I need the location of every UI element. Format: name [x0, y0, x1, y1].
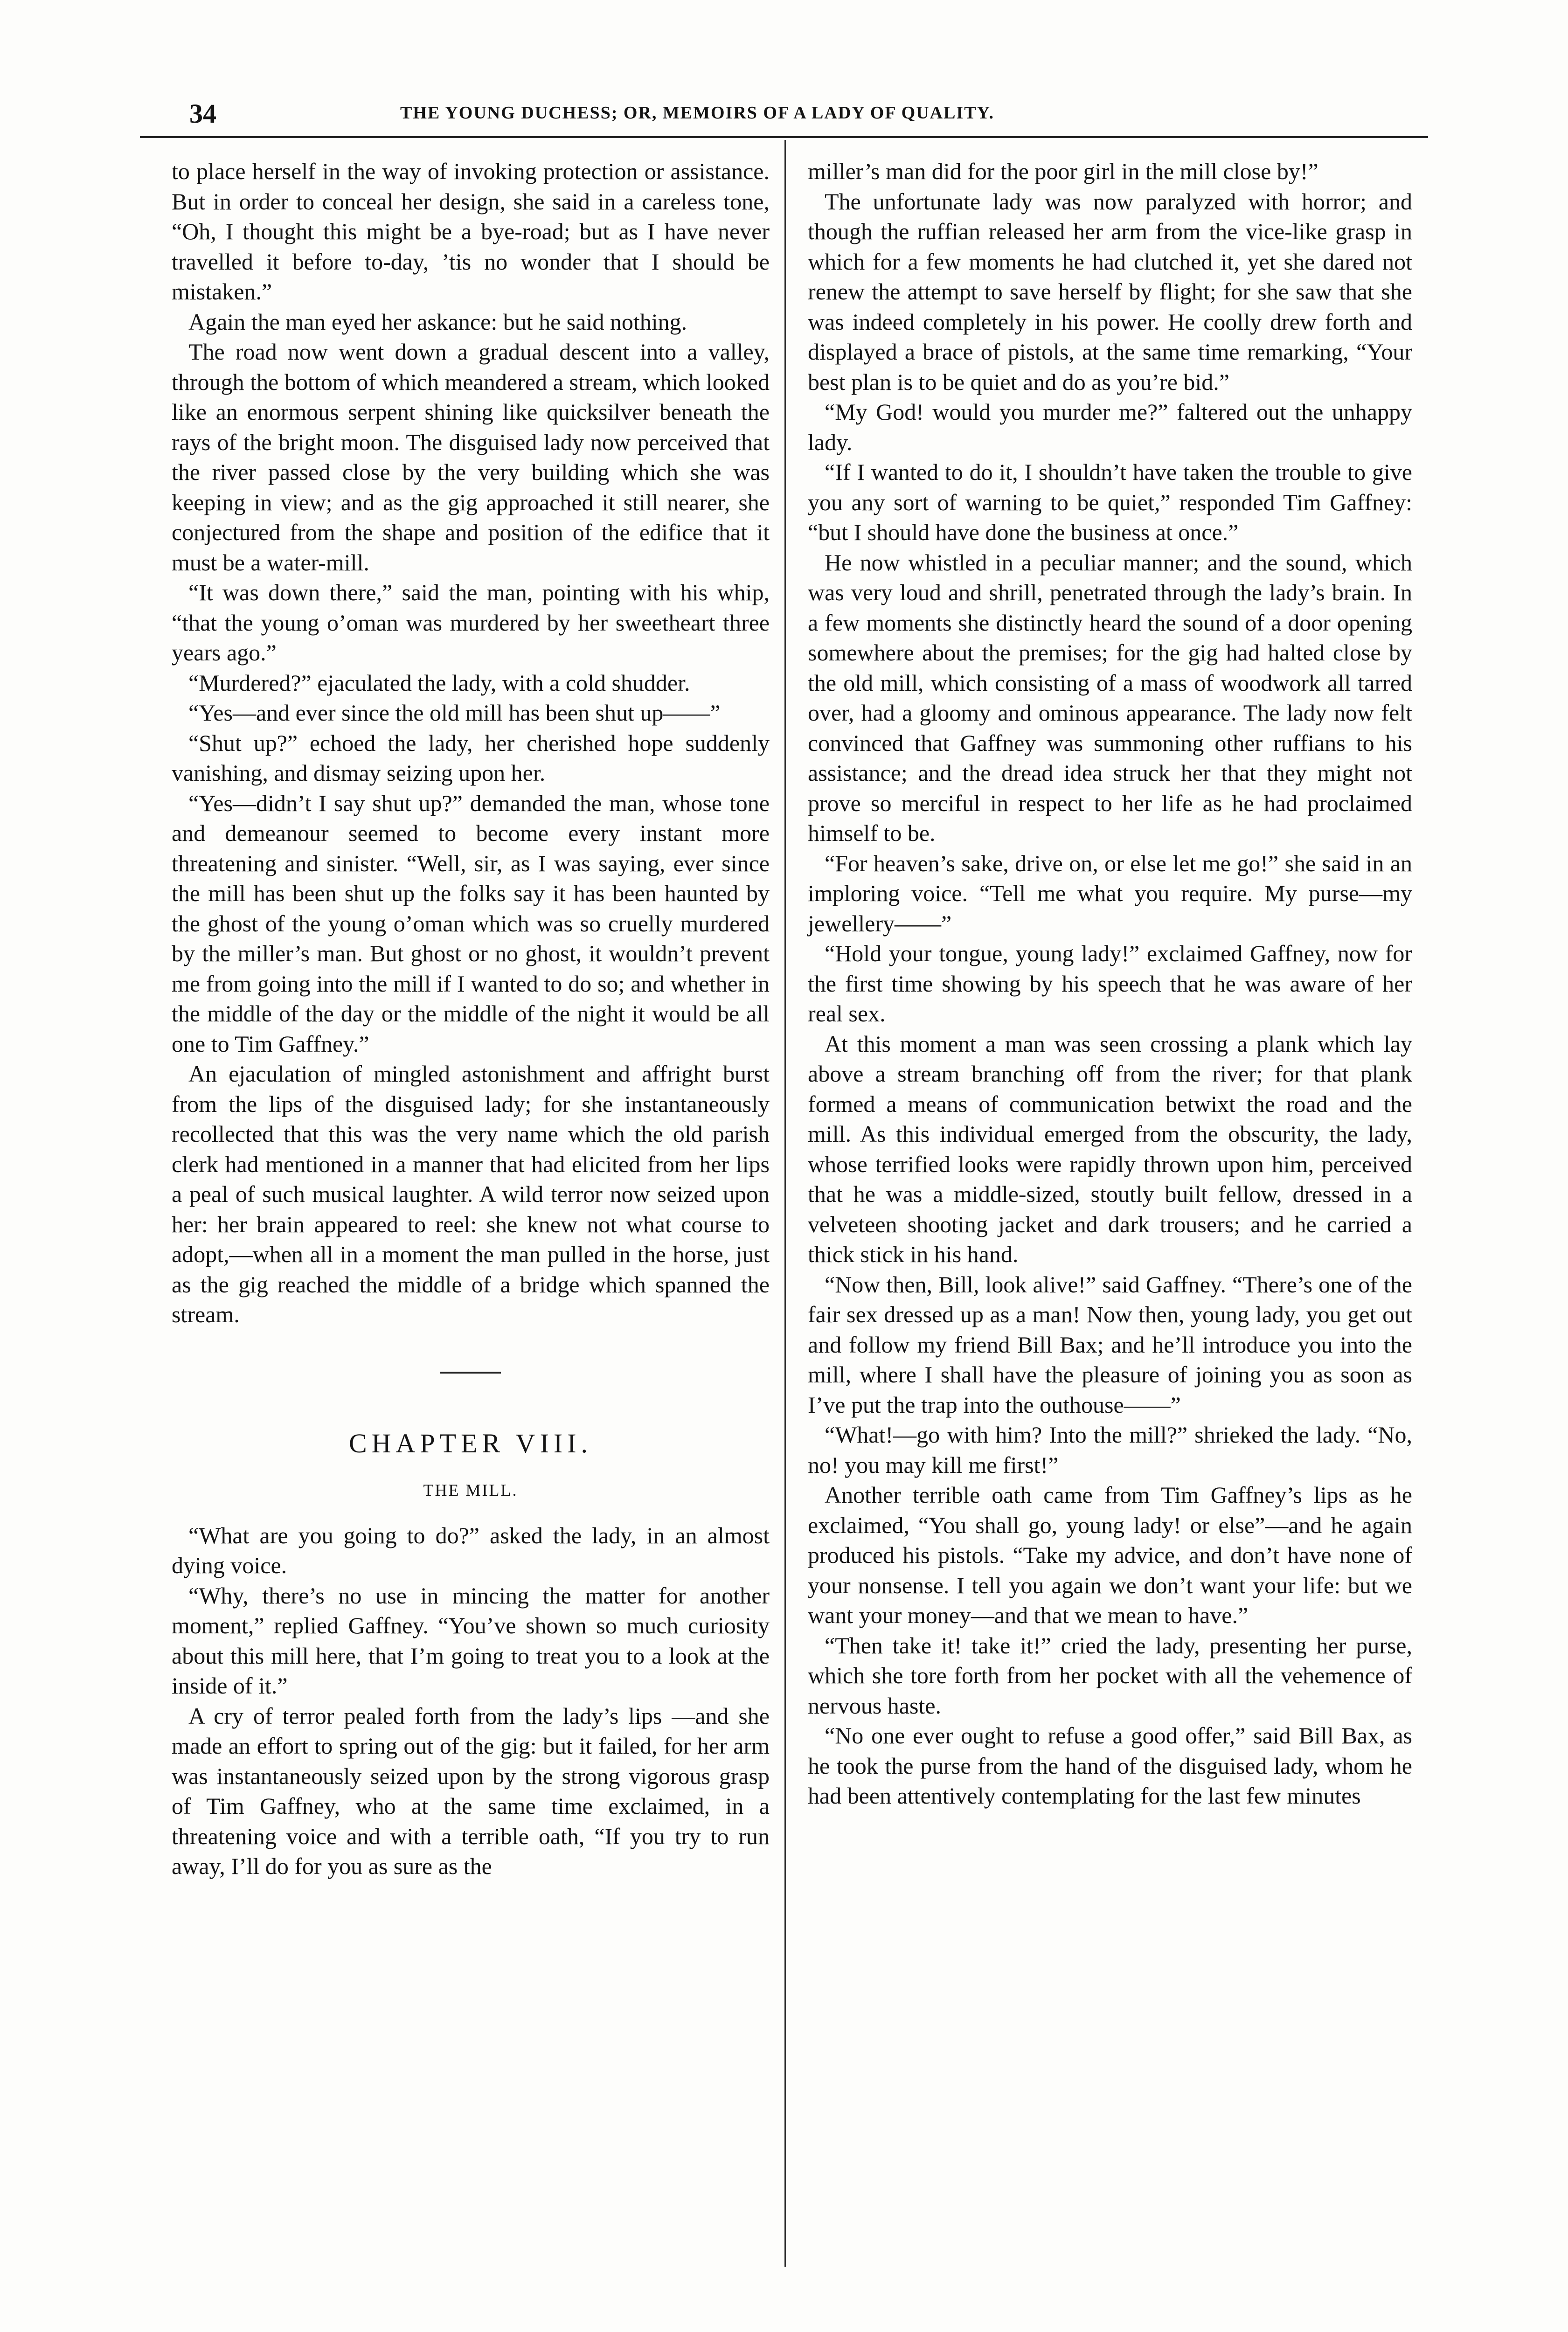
right-column	[808, 156, 1412, 1811]
column-rule	[784, 140, 786, 2267]
paragraph: “It was down there,” said the man, pointing with his whip, “that the young o’oman was murdered by her sweetheart three years ago.”	[172, 579, 770, 666]
paragraph: Another terrible oath came from Tim Gaffney’s lips as he exclaimed, “You shall go, young lady! or else”—and he again produced his pistols. “Take my advice, and don’t have none of your nonsense. I tell you again we don’t want your life: but we want your money—and that we mean to have.”	[808, 1482, 1412, 1628]
running-title: THE YOUNG DUCHESS; OR, MEMOIRS OF A LADY OF QUALITY.	[400, 103, 995, 123]
paragraph: The road now went down a gradual descent into a valley, through the bottom of which meandered a stream, which looked like an enormous serpent shining like quicksilver beneath the rays of the bright moon. The disguised lady now perceived that the river passed close by the very building which she was keeping in view; and as the gig approached it still nearer, she conjectured from the shape and position of the edifice that it must be a water-mill.	[172, 339, 770, 576]
header-rule	[140, 136, 1428, 138]
paragraph: The unfortunate lady was now paralyzed with horror; and though the ruffian released her arm from the vice-like grasp in which for a few moments he had clutched it, yet she dared not renew the attempt to save herself by flight; for she saw that she was indeed completely in his power. He coolly drew forth and displayed a brace of pistols, at the same time remarking, “Your best plan is to be quiet and do as you’re bid.”	[808, 188, 1412, 395]
chapter-subheading: THE MILL.	[423, 1480, 518, 1499]
paragraph: “Yes—didn’t I say shut up?” demanded the man, whose tone and demeanour seemed to become every instant more threatening and sinister. “Well, sir, as I was saying, ever since the mill has been shut up the folks say it has been haunted by the ghost of the young o’oman which was so cruelly murdered by the miller’s man. But ghost or no ghost, it wouldn’t prevent me from going into the mill if I wanted to do so; and whether in the middle of the day or the middle of the night it would be all one to Tim Gaffney.”	[172, 790, 770, 1057]
paragraph: “Hold your tongue, young lady!” exclaimed Gaffney, now for the first time showing by his speech that he was aware of her real sex.	[808, 940, 1412, 1027]
paragraph: At this moment a man was seen crossing a plank which lay above a stream branching off from the river; for that plank formed a means of communication betwixt the road and the mill. As this individual emerged from the obscurity, the lady, whose terrified looks were rapidly thrown upon him, perceived that he was a middle-sized, stoutly built fellow, dressed in a velveteen shooting jacket and dark trousers; and he carried a thick stick in his hand.	[808, 1030, 1412, 1267]
paragraph: to place herself in the way of invoking protection or assistance. But in order to conceal her design, she said in a careless tone, “Oh, I thought this might be a bye-road; but as I have never travelled it before to-day, ’tis no wonder that I should be mistaken.”	[172, 158, 770, 305]
page-header	[139, 98, 1426, 131]
paragraph: “If I wanted to do it, I shouldn’t have taken the trouble to give you any sort of warning to be quiet,” responded Tim Gaffney: “but I should have done the business at once.”	[808, 459, 1412, 545]
paragraph: miller’s man did for the poor girl in the mill close by!”	[808, 158, 1318, 184]
paragraph: “Yes—and ever since the old mill has been shut up——”	[188, 700, 721, 726]
left-column	[172, 156, 770, 1881]
paragraph: “Then take it! take it!” cried the lady, presenting her purse, which she tore forth from her pocket with all the vehemence of nervous haste.	[808, 1632, 1412, 1719]
paragraph: “For heaven’s sake, drive on, or else let me go!” she said in an imploring voice. “Tell me what you require. My purse—my jewellery——”	[808, 850, 1412, 937]
paragraph: “My God! would you murder me?” faltered out the unhappy lady.	[808, 399, 1412, 455]
paragraph: “What are you going to do?” asked the lady, in an almost dying voice.	[172, 1522, 770, 1578]
paragraph: “What!—go with him? Into the mill?” shrieked the lady. “No, no! you may kill me first!”	[808, 1422, 1412, 1478]
paragraph: He now whistled in a peculiar manner; and the sound, which was very loud and shrill, penetrated through the lady’s brain. In a few moments she distinctly heard the sound of a door opening somewhere about the premises; for the gig had halted close by the old mill, which consisting of a mass of woodwork all tarred over, had a gloomy and ominous appearance. The lady now felt convinced that Gaffney was summoning other ruffians to his assistance; and the dread idea struck her that they might not prove so merciful in respect to her life as he had proclaimed himself to be.	[808, 549, 1412, 846]
paragraph: An ejaculation of mingled astonishment and affright burst from the lips of the disguised lady; for she instantaneously recollected that this was the very name which the old parish clerk had mentioned in a manner that had elicited from her lips a peal of such musical laughter. A wild terror now seized upon her: her brain appeared to reel: she knew not what course to adopt,—when all in a moment the man pulled in the horse, just as the gig reached the middle of a bridge which spanned the stream.	[172, 1061, 770, 1327]
paragraph: “No one ever ought to refuse a good offer,” said Bill Bax, as he took the purse from the hand of the disguised lady, whom he had been attentively contemplating for the last few minutes	[808, 1722, 1412, 1809]
chapter-break	[172, 1372, 770, 1502]
paragraph: Again the man eyed her askance: but he said nothing.	[188, 308, 687, 335]
paragraph: “Why, there’s no use in mincing the matter for another moment,” replied Gaffney. “You’ve shown so much curiosity about this mill here, that I’m going to treat you to a look at the inside of it.”	[172, 1582, 770, 1699]
paragraph: A cry of terror pealed forth from the lady’s lips —and she made an effort to spring out of the gig: but it failed, for her arm was instantaneously seized upon by the strong vigorous grasp of Tim Gaffney, who at the same time exclaimed, in a threatening voice and with a terrible oath, “If you try to run away, I’ll do for you as sure as the	[172, 1702, 770, 1879]
chapter-heading: CHAPTER VIII.	[348, 1428, 593, 1458]
paragraph: “Murdered?” ejaculated the lady, with a cold shudder.	[188, 669, 690, 696]
page-number: 34	[189, 98, 216, 129]
paragraph: “Shut up?” echoed the lady, her cherished hope suddenly vanishing, and dismay seizing upon her.	[172, 729, 770, 786]
chapter-divider	[440, 1372, 501, 1374]
paragraph: “Now then, Bill, look alive!” said Gaffney. “There’s one of the fair sex dressed up as a man! Now then, young lady, you get out and follow my friend Bill Bax; and he’ll introduce you into the mill, where I shall have the pleasure of joining you as soon as I’ve put the trap into the outhouse——”	[808, 1271, 1412, 1418]
